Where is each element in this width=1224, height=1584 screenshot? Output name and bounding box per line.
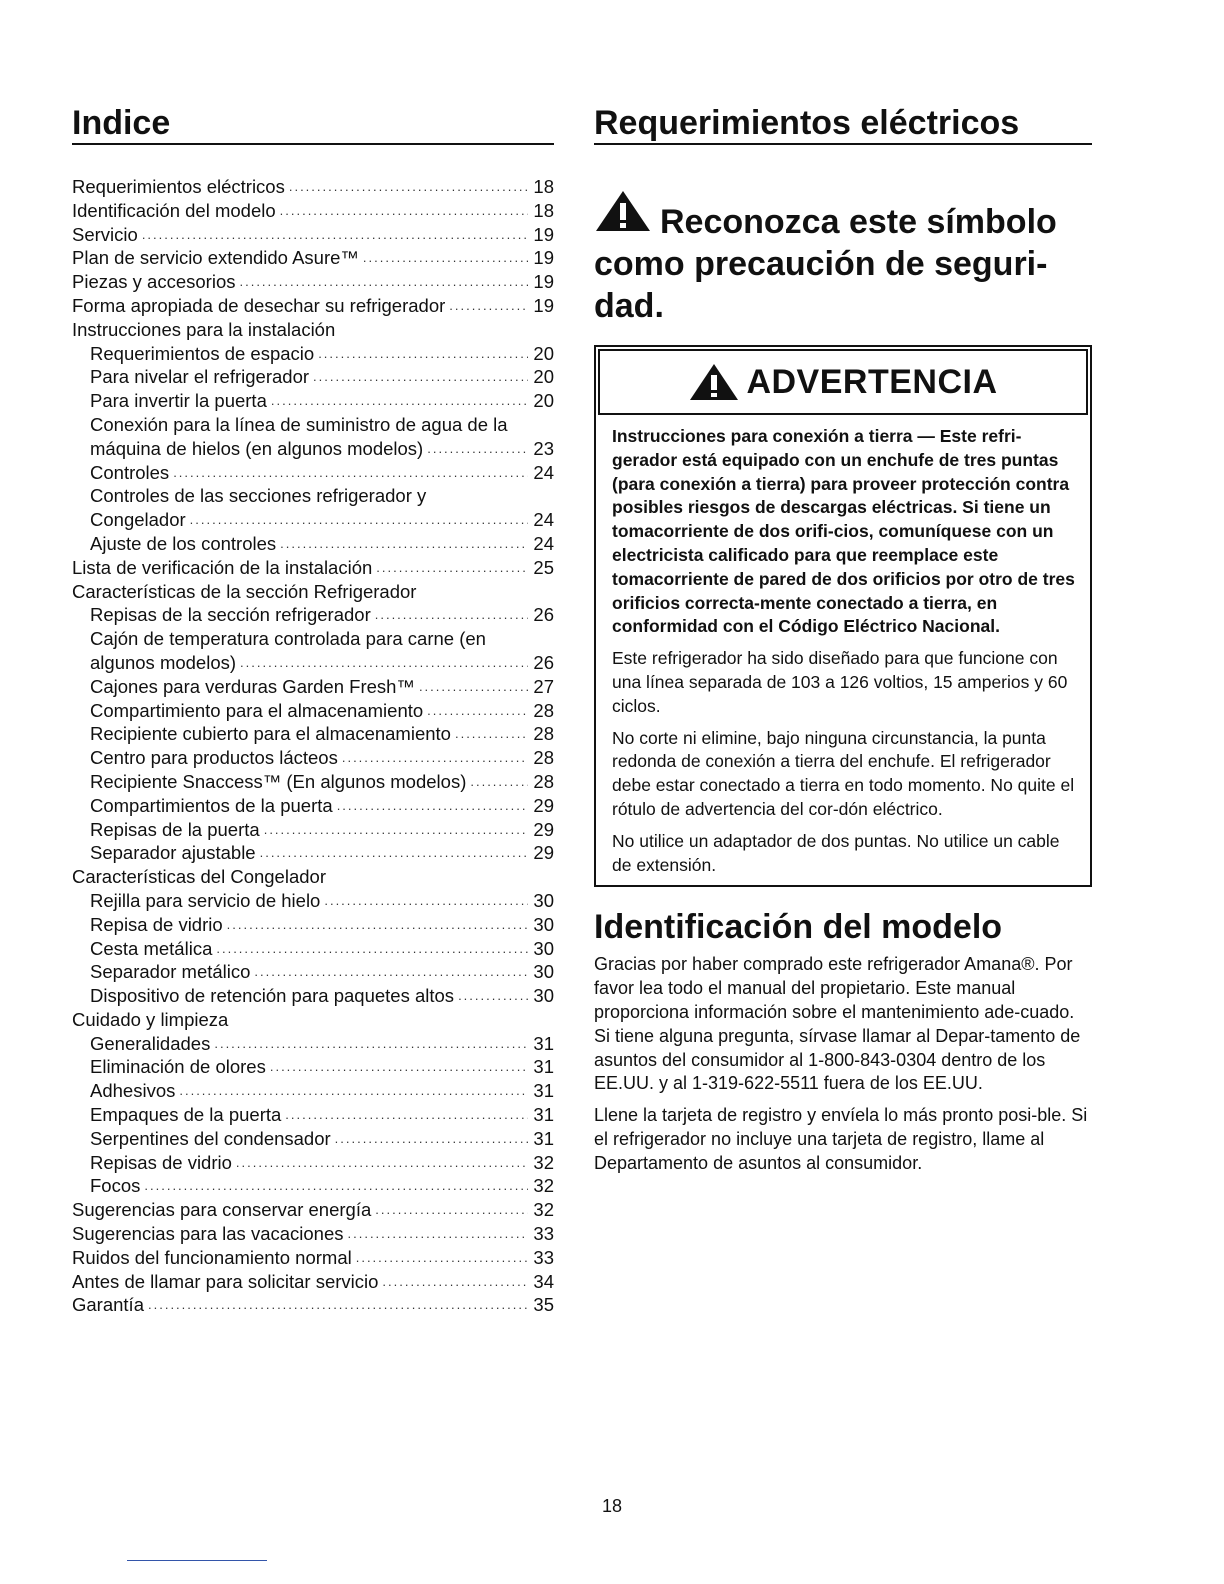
toc-page-number: 19 [533,271,554,293]
toc-leader-dots [337,794,528,818]
toc-entry-label: Separador metálico [90,961,251,983]
toc-page-number: 19 [533,223,554,245]
toc-page-number: 18 [533,199,554,221]
toc-entry [72,675,554,699]
toc-leader-dots [254,960,528,984]
model-paragraph-2: Llene la tarjeta de registro y envíela lo más pronto posi-ble. Si el refrigerador no incluye una tarjeta de registro, llame al Departamento de asuntos al consumidor. [594,1105,1088,1173]
toc-page-number: 20 [533,390,554,412]
warning-banner [598,349,1088,415]
toc-entry [72,342,554,366]
toc-entry-label: Recipiente Snaccess™ (En algunos modelos) [90,770,467,792]
toc-page-number: 30 [533,961,554,983]
toc-page-number: 18 [533,176,554,197]
warning-box [594,345,1092,887]
toc-entry [72,389,554,413]
toc-entry-label: algunos modelos) [90,651,237,673]
toc-leader-dots [285,1103,528,1127]
toc-entry-label: Identificación del modelo [72,199,276,221]
toc-page-number: 19 [533,247,554,269]
toc-entry [72,580,554,604]
toc-entry-label: Compartimientos de la puerta [90,794,333,816]
toc-page-number: 30 [533,889,554,911]
toc-entry-label: Adhesivos [90,1080,176,1102]
table-of-contents [72,175,554,1317]
toc-entry [72,889,554,913]
toc-page-number: 31 [533,1127,554,1149]
toc-leader-dots [236,1151,528,1175]
toc-entry [72,651,554,675]
toc-entry-label: Sugerencias para conservar energía [72,1199,372,1221]
toc-entry-label: Forma apropiada de desechar su refrigerador [72,294,446,316]
toc-entry [72,1198,554,1222]
toc-entry [72,1127,554,1151]
toc-entry [72,1008,554,1032]
toc-leader-dots [348,1222,529,1246]
toc-entry [72,960,554,984]
toc-page-number: 32 [533,1151,554,1173]
toc-entry [72,841,554,865]
toc-page-number: 25 [533,556,554,578]
toc-page-number: 30 [533,937,554,959]
toc-leader-dots [280,199,528,223]
toc-page-number: 23 [533,437,554,459]
warning-triangle-icon [688,362,740,402]
toc-page-number: 29 [533,794,554,816]
toc-page-number: 31 [533,1080,554,1102]
toc-entry [72,1103,554,1127]
toc-entry-label: Congelador [90,509,186,531]
toc-page-number: 20 [533,366,554,388]
toc-entry [72,794,554,818]
toc-entry-label: Conexión para la línea de suministro de agua de la [90,413,508,435]
toc-entry-label: Repisas de la puerta [90,818,260,840]
toc-entry [72,1222,554,1246]
toc-entry-label: Requerimientos eléctricos [72,176,285,197]
toc-entry [72,270,554,294]
toc-leader-dots [173,461,528,485]
toc-entry-label: Compartimiento para el almacenamiento [90,699,424,721]
index-title: Indice [72,104,554,145]
toc-entry-label: Generalidades [90,1032,211,1054]
toc-leader-dots [271,389,528,413]
toc-page-number: 33 [533,1223,554,1245]
toc-entry-label: Plan de servicio extendido Asure™ [72,247,359,269]
toc-page-number: 28 [533,747,554,769]
toc-entry [72,1270,554,1294]
toc-entry-label: Características del Congelador [72,866,326,888]
toc-leader-dots [449,294,528,318]
toc-entry [72,437,554,461]
toc-entry-label: Repisas de vidrio [90,1151,232,1173]
toc-page-number: 32 [533,1199,554,1221]
toc-entry [72,556,554,580]
toc-entry-label: Antes de llamar para solicitar servicio [72,1270,379,1292]
footer-rule [127,1560,267,1561]
toc-entry [72,1151,554,1175]
toc-entry [72,199,554,223]
toc-leader-dots [363,246,528,270]
symbol-heading-line: Reconozca este símbolo [594,189,1092,243]
toc-leader-dots [375,603,528,627]
toc-page-number: 26 [533,604,554,626]
toc-leader-dots [427,437,528,461]
toc-leader-dots [324,889,528,913]
toc-entry-label: Controles de las secciones refrigerador y [90,485,427,507]
toc-entry [72,1079,554,1103]
toc-leader-dots [313,365,528,389]
toc-entry-label: Lista de verificación de la instalación [72,556,373,578]
warning-triangle-icon [594,189,652,233]
toc-entry-label: Repisa de vidrio [90,913,223,935]
toc-leader-dots [227,913,528,937]
toc-leader-dots [142,223,528,247]
toc-page-number: 33 [533,1246,554,1268]
toc-entry [72,484,554,508]
toc-entry [72,223,554,247]
toc-leader-dots [280,532,528,556]
toc-entry-label: Recipiente cubierto para el almacenamiento [90,723,451,745]
toc-leader-dots [376,556,528,580]
toc-page-number: 29 [533,818,554,840]
warning-banner-label: ADVERTENCIA [746,362,998,401]
toc-leader-dots [342,746,528,770]
toc-page-number: 30 [533,913,554,935]
toc-leader-dots [335,1127,528,1151]
symbol-heading-line: como precaución de seguri- [594,245,1048,283]
toc-page-number: 31 [533,1104,554,1126]
toc-leader-dots [427,699,528,723]
toc-entry [72,175,554,199]
toc-leader-dots [148,1293,528,1317]
toc-entry-label: Sugerencias para las vacaciones [72,1223,344,1245]
toc-entry-label: Instrucciones para la instalación [72,318,336,340]
toc-leader-dots [264,818,528,842]
toc-leader-dots [375,1198,528,1222]
toc-leader-dots [289,175,528,199]
toc-page-number: 27 [533,675,554,697]
toc-leader-dots [216,937,528,961]
symbol-heading-line: dad. [594,287,664,325]
toc-page-number: 24 [533,509,554,531]
toc-page-number: 20 [533,342,554,364]
toc-entry [72,294,554,318]
toc-entry [72,318,554,342]
voltage-requirement: Este refrigerador ha sido diseñado para que funcione con una línea separada de 103 a 126 voltios, 15 amperios y 60 ciclos. [612,648,1068,716]
toc-entry-label: Para invertir la puerta [90,390,267,412]
toc-page-number: 19 [533,294,554,316]
toc-leader-dots [419,675,528,699]
toc-entry-label: Cesta metálica [90,937,213,959]
toc-page-number: 34 [533,1270,554,1292]
toc-page-number: 31 [533,1056,554,1078]
toc-leader-dots [190,508,528,532]
toc-entry-label: Ruidos del funcionamiento normal [72,1246,352,1268]
toc-entry-label: Separador ajustable [90,842,256,864]
toc-entry-label: Repisas de la sección refrigerador [90,604,371,626]
toc-leader-dots [270,1055,528,1079]
model-paragraph-1: Gracias por haber comprado este refrigerador Amana®. Por favor lea todo el manual del propietario. Este manual proporciona información sobre el mantenimiento ade-cuado. Si tiene alguna pregunta, sírvase llamar al Depar-tamento de asuntos del consumidor al 1-800-843-0304 dentro de los EE.UU. y al 1-319-622-5511 fuera de los EE.UU. [594,954,1081,1094]
toc-entry [72,508,554,532]
page-number: 18 [601,1496,623,1516]
toc-entry-label: Cuidado y limpieza [72,1008,229,1030]
toc-leader-dots [382,1270,528,1294]
toc-leader-dots [356,1246,528,1270]
toc-page-number: 29 [533,842,554,864]
electrical-title: Requerimientos eléctricos [594,104,1092,145]
toc-entry-label: Garantía [72,1294,144,1316]
toc-entry-label: Serpentines del condensador [90,1127,331,1149]
toc-page-number: 35 [533,1294,554,1316]
toc-entry [72,1293,554,1317]
toc-entry [72,699,554,723]
toc-page-number: 28 [533,723,554,745]
toc-entry [72,746,554,770]
toc-entry-label: Requerimientos de espacio [90,342,315,364]
toc-entry [72,937,554,961]
adapter-warning: No utilice un adaptador de dos puntas. No utilice un cable de extensión. [612,830,1060,875]
toc-page-number: 31 [533,1032,554,1054]
toc-entry [72,603,554,627]
toc-page-number: 24 [533,532,554,554]
toc-page-number: 28 [533,770,554,792]
toc-leader-dots [260,841,528,865]
toc-page-number: 30 [533,985,554,1007]
toc-entry-label: Eliminación de olores [90,1056,266,1078]
toc-entry-label: Empaques de la puerta [90,1104,282,1126]
toc-entry [72,413,554,437]
toc-entry-label: Cajón de temperatura controlada para carne (en [90,628,486,650]
toc-entry-label: máquina de hielos (en algunos modelos) [90,437,424,459]
toc-entry-label: Características de la sección Refrigerador [72,580,417,602]
toc-entry-label: Rejilla para servicio de hielo [90,889,321,911]
toc-entry [72,627,554,651]
grounding-instructions: Instrucciones para conexión a tierra — Este refri-gerador está equipado con un enchufe de tres puntas (para conexión a tierra) para proveer protección contra posibles riesgos de descargas eléctricas. Si tiene un tomacorriente de dos orifi-cios, comuníquese con un electricista calificado para que reemplace este tomacorriente de pared de dos orificios por otro de tres orificios correcta-mente conectado a tierra, en conformidad con el Código Eléctrico Nacional. [612,426,1075,637]
toc-leader-dots [240,651,528,675]
safety-symbol-heading [594,189,1092,327]
toc-entry [72,1174,554,1198]
index-column [72,104,554,1317]
toc-entry-label: Ajuste de los controles [90,532,277,554]
toc-page-number: 24 [533,461,554,483]
toc-entry [72,532,554,556]
toc-entry-label: Cajones para verduras Garden Fresh™ [90,675,415,697]
toc-page-number: 26 [533,651,554,673]
toc-entry [72,865,554,889]
toc-entry [72,984,554,1008]
toc-entry-label: Para nivelar el refrigerador [90,366,310,388]
toc-entry-label: Servicio [72,223,138,245]
model-identification-title: Identificación del modelo [594,908,1003,947]
toc-entry [72,770,554,794]
toc-entry [72,913,554,937]
toc-entry-label: Controles [90,461,170,483]
toc-entry-label: Centro para productos lácteos [90,747,338,769]
toc-entry [72,818,554,842]
electrical-column [594,104,1092,1184]
toc-leader-dots [458,984,528,1008]
toc-leader-dots [239,270,528,294]
toc-leader-dots [144,1174,528,1198]
toc-entry-label: Piezas y accesorios [72,271,236,293]
toc-leader-dots [214,1032,528,1056]
toc-leader-dots [470,770,528,794]
toc-leader-dots [318,342,528,366]
toc-entry [72,461,554,485]
toc-leader-dots [455,722,528,746]
ground-prong-warning: No corte ni elimine, bajo ninguna circunstancia, la punta redonda de conexión a tierra del enchufe. El refrigerador debe estar conectado a tierra en todo momento. No quite el rótulo de advertencia del cor-dón eléctrico. [612,727,1075,819]
toc-entry [72,365,554,389]
toc-entry [72,1055,554,1079]
toc-entry [72,246,554,270]
toc-page-number: 32 [533,1175,554,1197]
toc-entry-label: Focos [90,1175,141,1197]
toc-page-number: 28 [533,699,554,721]
toc-leader-dots [179,1079,528,1103]
toc-entry-label: Dispositivo de retención para paquetes altos [90,985,455,1007]
toc-entry [72,722,554,746]
toc-entry [72,1246,554,1270]
toc-entry [72,1032,554,1056]
